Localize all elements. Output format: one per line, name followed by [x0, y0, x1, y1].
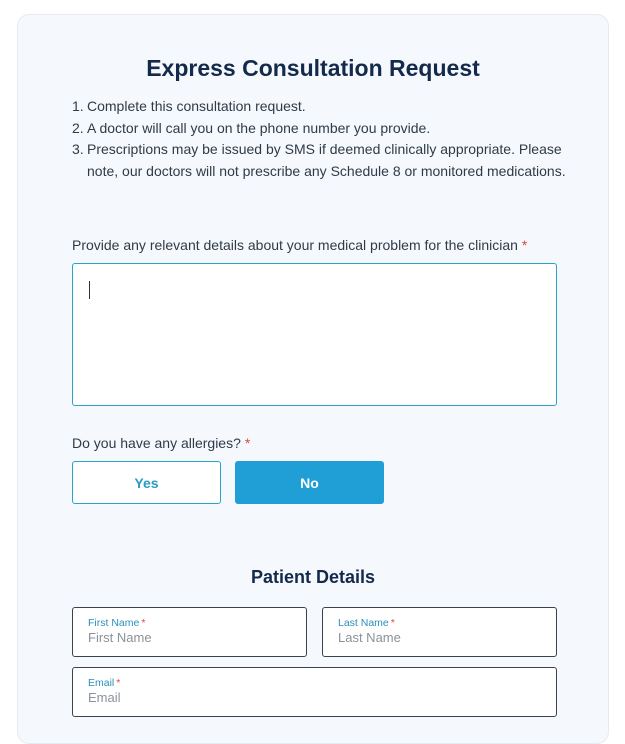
- required-asterisk: *: [390, 617, 395, 629]
- step-text: Complete this consultation request.: [87, 98, 306, 114]
- first-name-input[interactable]: [87, 630, 275, 645]
- allergies-yes-label: Yes: [134, 474, 159, 491]
- allergies-no-label: No: [300, 474, 319, 491]
- instruction-step: [72, 139, 572, 182]
- consultation-form-card: [17, 14, 609, 744]
- allergies-label-text: Do you have any allergies?: [72, 435, 241, 451]
- last-name-label: [338, 617, 395, 629]
- first-name-field[interactable]: [72, 607, 307, 657]
- last-name-input[interactable]: [337, 630, 525, 645]
- last-name-field[interactable]: [322, 607, 557, 657]
- step-number: 1.: [72, 98, 84, 114]
- medical-details-label: [72, 237, 527, 253]
- step-number: 2.: [72, 119, 84, 136]
- instruction-step: [72, 96, 572, 118]
- step-text: Prescriptions may be issued by SMS if deemed clinically appropriate. Please note, our doctors will not prescribe any Schedule 8 or monitored medications.: [87, 141, 566, 179]
- required-asterisk: *: [521, 237, 528, 253]
- medical-details-label-text: Provide any relevant details about your medical problem for the clinician: [72, 237, 518, 253]
- email-input[interactable]: [87, 690, 475, 705]
- email-field[interactable]: [72, 667, 557, 717]
- required-asterisk: *: [244, 435, 251, 451]
- step-text: A doctor will call you on the phone number you provide.: [87, 119, 431, 136]
- first-name-label-text: First Name: [88, 617, 140, 629]
- allergies-label: [72, 435, 250, 451]
- instructions-list: [72, 96, 572, 182]
- required-asterisk: *: [141, 617, 146, 629]
- instruction-step: [72, 118, 572, 140]
- patient-details-heading: Patient Details: [250, 567, 376, 587]
- allergies-yes-button[interactable]: [72, 461, 221, 504]
- step-number: 3.: [72, 141, 84, 157]
- first-name-label: [88, 617, 145, 629]
- email-label: [88, 677, 120, 689]
- text-cursor: [89, 281, 90, 299]
- required-asterisk: *: [116, 677, 121, 689]
- page-title: Express Consultation Request: [146, 55, 480, 81]
- allergies-no-button[interactable]: [235, 461, 384, 504]
- medical-details-textarea[interactable]: [72, 263, 557, 406]
- last-name-label-text: Last Name: [338, 617, 389, 629]
- email-label-text: Email: [88, 677, 115, 689]
